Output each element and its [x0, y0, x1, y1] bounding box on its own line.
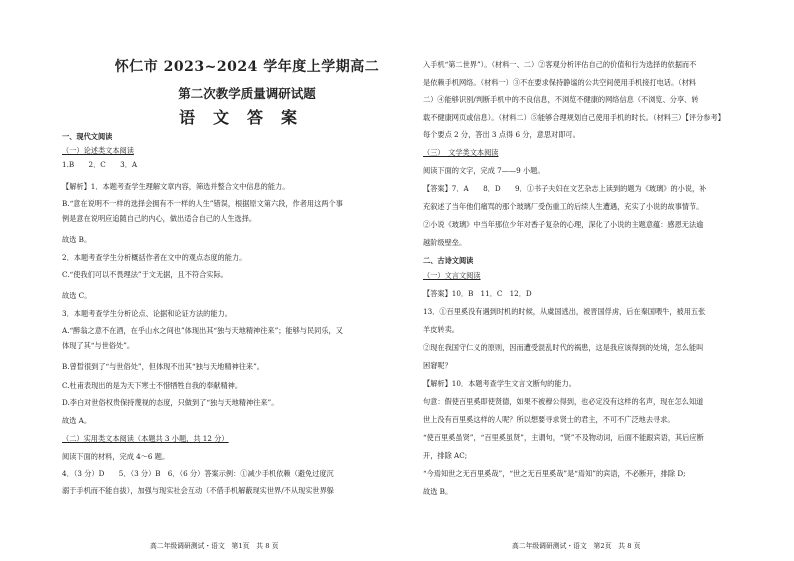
right-text-line: 阅读下面的文字，完成 7——9 小题。	[423, 166, 545, 175]
right-text-line: 充叙述了当年他们痛骂的那个玻璃厂受伤重工的后续人生遭遇，充实了小说的故事情节。	[423, 202, 704, 211]
left-text-line: C.“使我们可以不畏理法”于文无据，且不符合实际。	[62, 270, 228, 279]
right-page-footer: 高二年级调研测试・语文 第2页 共 8 页	[512, 542, 641, 550]
left-text-line: 阅读下面的材料，完成 4～6 题。	[62, 452, 170, 461]
right-text-line: 二）④能够识别/判断手机中的不良信息，不浏览不健康的网络信息（不浏览、分享、转	[423, 95, 699, 104]
left-text-line: D.李白对世俗权贵保持蔑视的态度，只做到了“独与天地精神往来”。	[62, 398, 279, 407]
left-text-line: 例是意在说明应追随自己的内心，做出适合自己的人生选择。	[62, 214, 257, 223]
right-text-line: 羊皮转卖。	[423, 325, 459, 334]
right-text-line: （一）文言文阅读	[423, 271, 481, 280]
right-text-line: 13．①百里奚没有遇到时机的时候，从虞国逃出，被晋国俘虏，后在秦国喂牛，被用五张	[423, 307, 706, 316]
right-text-line: 开，排除 AC;	[423, 451, 468, 460]
right-text-line: 【答案】10．B 11．C 12．D	[423, 289, 532, 298]
right-text-line: 载不健康网页或信息）。（材料二）⑤能够合理规划自己使用手机的时长。（材料三）【评分参考】	[423, 113, 725, 122]
right-text-line: 【答案】7．A 8．D 9．①书子夫妇在文艺杂志上读到的题为《玻璃》的小说，补	[423, 184, 707, 193]
right-text-line: “使百里奚虽贤”，“百里奚虽贤”，主谓句，“贤”不及物动词，后面不能跟宾语，其后应断	[423, 433, 704, 442]
right-text-line: ②小说《玻璃》中当年那位少年对香子复杂的心理，深化了小说的主题意蕴：感恩无法逾	[423, 220, 704, 229]
right-text-line: 困窘呢？	[423, 361, 452, 370]
right-text-line: 句意：假使百里奚即使贤德，如果不被穆公得到，也必定没有这样的名声，现在怎么知道	[423, 397, 704, 406]
right-text-line: 世上没有百里奚这样的人呢？所以想要寻求贤士的君主，不可不广泛地去寻求。	[423, 415, 675, 424]
right-text-line: 每个要点 2 分，答出 3 点得 6 分，意思对即可。	[423, 130, 580, 139]
left-text-line: 故选 C。	[62, 291, 92, 300]
right-text-line: 【解析】10．本题考查学生文言文断句的能力。	[423, 379, 576, 388]
left-text-line: 【解析】1．本题考查学生理解文章内容，筛选并整合文中信息的能力。	[62, 182, 290, 191]
right-text-line: 是依赖手机网络。（材料一）③不在要求保持静谧的公共空间使用手机接打电话。（材料	[423, 78, 697, 87]
right-text-line: “今焉知世之无百里奚哉”，“世之无百里奚哉”是“焉知”的宾语，不必断开，排除 D;	[423, 469, 686, 478]
left-text-line: 故选 B。	[62, 235, 92, 244]
left-text-line: 1.B 2．C 3．A	[62, 160, 138, 169]
left-text-line: 体现了其“与世俗处”。	[62, 341, 135, 350]
right-page	[423, 0, 753, 561]
left-page-footer: 高二年级调研测试・语文 第1页 共 8 页	[150, 542, 279, 550]
left-text-line: B.“意在说明不一样的选择会拥有不一样的人生”错误，根据原文第六段，作者用这两个事	[62, 199, 343, 208]
left-text-line: 4．（3 分）D 5．（3 分）B 6．（6 分）答案示例：①减少手机依赖（避免过度沉	[62, 469, 334, 478]
right-text-line: ②现在我国守仁义的原则，因而遭受混乱时代的祸患，这是我应该得到的处境，怎么能叫	[423, 343, 704, 352]
left-text-line: （二）实用类文本阅读（本题共 3 小题，共 12 分）	[62, 434, 229, 443]
left-text-line: （一）论述类文本阅读	[62, 146, 134, 155]
left-text-line: A.“醉翁之意不在酒，在乎山水之间也”体现出其“独与天地精神往来”；能够与民同乐，又	[62, 326, 343, 335]
right-text-line: 二、古诗文阅读	[423, 256, 474, 265]
exam-subtitle: 第二次教学质量调研试题	[178, 86, 316, 101]
left-text-line: 一、现代文阅读	[62, 132, 113, 141]
exam-title: 怀仁市 2023~2024 学年度上学期高二	[114, 59, 380, 75]
right-text-line: （三） 文学类文本阅读	[423, 148, 499, 157]
left-page	[62, 0, 380, 561]
answer-heading: 语文答案	[178, 108, 315, 127]
right-text-line: 故选 B。	[423, 487, 453, 496]
left-text-line: 2．本题考查学生分析概括作者在文中的观点态度的能力。	[62, 253, 247, 262]
left-text-line: 故选 A。	[62, 416, 92, 425]
left-text-line: 3．本题考查学生分析论点、论据和论证方法的能力。	[62, 309, 232, 318]
left-text-line: C.杜甫表现出的是为天下寒士不惜牺牲自我的奉献精神。	[62, 381, 243, 390]
right-text-line: 越阶级壁垒。	[423, 238, 467, 247]
left-text-line: 溺于手机而不能自拔），加强与现实社会互动（不借手机解蔽现实世界/不从现实世界躲	[62, 486, 334, 495]
left-text-line: B.曾晳很到了“与世俗处”，但体现不出其“独与天地精神往来”。	[62, 362, 264, 371]
right-text-line: 入手机“第二世界”）。（材料一、二）②客观分析评估自己的价值和行为选择的依据而不	[423, 60, 697, 69]
